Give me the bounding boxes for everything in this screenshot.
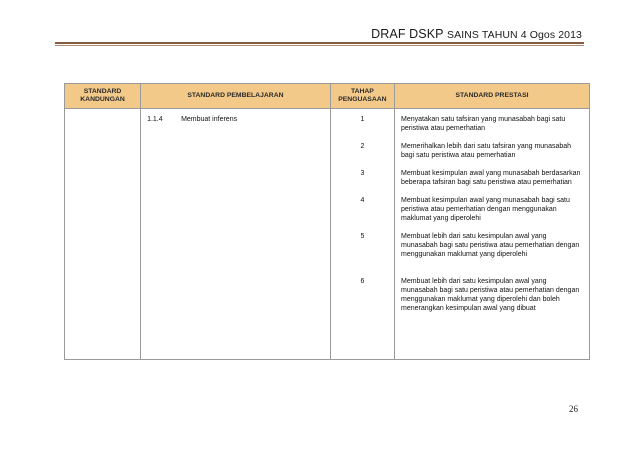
level-number: 1 — [360, 116, 365, 123]
level-number: 3 — [360, 170, 365, 177]
level-description: Membuat lebih dari satu kesimpulan awal yang munasabah bagi satu peristiwa atau pemerhatian dengan menggunakan maklumat yang diperolehi dan boleh menerangkan kesimpulan awal yang dibuat — [401, 278, 580, 312]
level-description: Menyatakan satu tafsiran yang munasabah bagi satu peristiwa atau pemerhatian — [401, 116, 566, 132]
header-standard-pembelajaran: STANDARD PEMBELAJARAN — [141, 84, 331, 109]
standard-kandungan-cell — [65, 109, 141, 360]
level-description: Membuat kesimpulan awal yang munasabah berdasarkan beberapa tafsiran bagi satu peristiwa atau pemerhatian — [401, 170, 581, 186]
level-description: Membuat kesimpulan awal yang munasabah bagi satu peristiwa atau pemerhatian dengan menggunakan maklumat yang diperolehi — [401, 197, 570, 222]
standard-prestasi-cell — [395, 109, 590, 360]
header-tahap-penguasaan: TAHAP PENGUASAAN — [330, 84, 394, 109]
level-number: 5 — [360, 233, 365, 240]
header-rule-thin — [55, 45, 584, 46]
header-rule — [55, 42, 584, 44]
learning-standard-text: Membuat inferens — [181, 116, 238, 123]
tahap-penguasaan-cell — [330, 109, 394, 360]
header-title-rest: SAINS TAHUN 4 Ogos 2013 — [447, 29, 582, 41]
table-header-row — [65, 84, 590, 109]
standard-pembelajaran-cell — [141, 109, 331, 360]
header-standard-kandungan: STANDARD KANDUNGAN — [65, 84, 141, 109]
level-description: Memerihalkan lebih dari satu tafsiran yang munasabah bagi satu peristiwa atau pemerhatian — [401, 143, 572, 159]
dskp-table — [64, 83, 590, 360]
learning-standard-code: 1.1.4 — [147, 116, 163, 123]
level-number: 4 — [360, 197, 365, 204]
header-title-main: DRAF DSKP — [371, 27, 444, 41]
page-header-title — [371, 27, 582, 41]
level-description: Membuat lebih dari satu kesimpulan awal yang munasabah bagi satu peristiwa atau pemerhatian dengan menggunakan maklumat yang diperolehi — [401, 233, 580, 258]
page-number: 26 — [569, 404, 578, 414]
level-number: 2 — [360, 143, 365, 150]
table-row — [65, 109, 590, 360]
level-number: 6 — [360, 278, 365, 285]
header-standard-prestasi: STANDARD PRESTASI — [395, 84, 590, 109]
